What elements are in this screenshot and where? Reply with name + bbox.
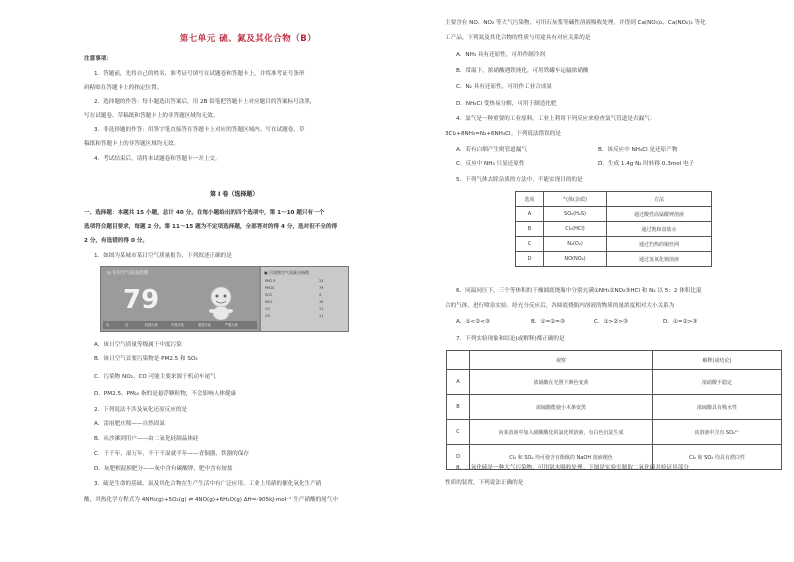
q6-option: C．①>②>③ xyxy=(594,319,628,325)
notice-line: 2．选择题的作答：每小题选出答案后，用 2B 铅笔把答题卡上对应题目的答案标号涂黑， xyxy=(94,99,316,105)
notice-line: 4．考试结束后，请将本试题卷和答题卡一并上交。 xyxy=(94,156,221,162)
table-cell: D xyxy=(516,252,544,267)
notice-line: 码粘贴在答题卡上的指定位置。 xyxy=(84,85,163,91)
pollutant-value: 11 xyxy=(319,314,324,318)
pollutant-name: O3 xyxy=(265,314,270,318)
q3-option: A．NH₃ 具有还原性，可用作制冷剂 xyxy=(456,52,545,58)
question-1: 1．如图为某城市某日空气质量报告，下列叙述正确的是 xyxy=(94,253,232,259)
notice-line: 写在试题卷、草稿纸和答题卡上的非答题区域均无效。 xyxy=(84,113,219,119)
q3-option: D．NH₄Cl 受热易分解，可用于制造化肥 xyxy=(456,101,557,107)
table-header: 观察 xyxy=(470,351,653,370)
q3-option: C．N₂ 具有还原性，可用作工业合成氨 xyxy=(456,84,553,90)
table-cell: 通过酸性高锰酸钾溶液 xyxy=(607,207,712,222)
air-quality-figure xyxy=(100,266,349,332)
aqi-value: 79 xyxy=(123,285,160,315)
aqi-header-text: 实时空气质量指数 xyxy=(112,271,149,276)
table-cell: NO(NO₂) xyxy=(544,252,607,267)
q1-option: A．该日空气质量等级属于中度污染 xyxy=(94,342,182,348)
question-7: 7．下列实验现象和结论(或解释)都正确的是 xyxy=(456,336,565,342)
q3-option: B．常温下，浓硝酸遇铁钝化，可用铁罐车运输浓硝酸 xyxy=(456,68,589,74)
pollutant-panel-title: ▣ 污染物空气质量分指数 xyxy=(264,270,310,275)
table-cell: 浓硫酸具有吸水性 xyxy=(653,395,782,420)
table-row xyxy=(516,252,712,267)
table-row xyxy=(516,207,712,222)
aqi-panel xyxy=(101,267,259,331)
table-header: 方法 xyxy=(607,192,712,207)
table-header: 解释(或结论) xyxy=(653,351,782,370)
pollutant-name: PM2.5 xyxy=(265,279,276,283)
q6-option: D．①=②>③ xyxy=(663,319,698,325)
table-cell: C xyxy=(447,420,470,445)
section-intro-line: 选项符合题目要求，每题 2 分。第 11～15 题为不定项选择题，全部答对的得 4 分，选对但不全的得 xyxy=(84,224,338,230)
q7-table xyxy=(446,350,782,470)
table-header: 选项 xyxy=(516,192,544,207)
pollutant-name: SO2 xyxy=(265,293,272,297)
table-header-row xyxy=(447,351,782,370)
table-cell: Cl₂ 和 SO₂ 均具有漂白性 xyxy=(653,445,782,470)
mascot-icon xyxy=(201,283,241,321)
pollutant-name: PM10 xyxy=(265,286,275,290)
q2-option: C．千千年，湿万年，不干不湿就半年——青铜器、铁器的保存 xyxy=(94,451,249,457)
table-header-row xyxy=(516,192,712,207)
table-cell: 通过灼热的铜丝网 xyxy=(607,237,712,252)
q1-option: D．PM2.5、PM₁₀ 指的是悬浮颗粒物，不会影响人体健康 xyxy=(94,391,237,397)
q2-option: B．从沙滩到用户——由二氧化硅制晶体硅 xyxy=(94,436,199,442)
table-row xyxy=(447,420,782,445)
pollutant-value: 4 xyxy=(319,293,322,297)
scale-label: 良 xyxy=(125,323,129,327)
table-cell: 向某溶液中加入硝酸酸化的氯化钡溶液，有白色沉淀生成 xyxy=(470,420,653,445)
question-8-line: 性质的装置，下列说法正确的是 xyxy=(445,480,524,486)
q1-option: C．污染物 NO₂、CO 可能主要来源于机动车尾气 xyxy=(94,374,216,380)
question-3-line: 酸，其热化学方程式为 4NH₃(g)+5O₂(g) ⇌ 4NO(g)+6H₂O(g) ΔH=-905kJ·mol⁻¹ 生产硝酸的尾气中 xyxy=(84,497,338,503)
notice-line: 稿纸和答题卡上的非答题区域均无效。 xyxy=(84,141,180,147)
notice-heading: 注意事项： xyxy=(84,56,112,62)
q1-option: B．该日空气首要污染物是 PM2.5 和 SO₂ xyxy=(94,356,198,362)
question-5: 5．下列气体去除杂质的方法中，不能实现目的的是 xyxy=(456,177,583,183)
q2-option: D．灰肥相混损肥分——灰中含有碳酸钾，肥中含有铵盐 xyxy=(94,466,233,472)
table-cell: 浓硝酸不稳定 xyxy=(653,370,782,395)
table-cell: SO₂(H₂S) xyxy=(544,207,607,222)
table-row xyxy=(447,370,782,395)
question-4-line: 3Cl₂+8NH₃=N₂+6NH₄Cl。下列说法错误的是 xyxy=(445,131,561,137)
q6-option: B．①=②=③ xyxy=(531,319,565,325)
pollutant-panel xyxy=(261,267,348,331)
pollutant-panel-title-text: 污染物空气质量分指数 xyxy=(269,270,310,275)
question-3-line: 3．硫是生命的基础，氮及其化合物在生产生活中有广泛应用。工业上用硝的催化氧化生产硝 xyxy=(94,481,322,487)
table-cell: 浓硝酸在光照下颜色变黄 xyxy=(470,370,653,395)
scale-label: 优 xyxy=(106,323,110,327)
aqi-scale-bar xyxy=(103,321,257,329)
q3-continuation: 工产品。下列氮及其化合物的性质与用途具有对应关系的是 xyxy=(445,35,591,41)
pollutant-name: CO xyxy=(265,307,271,311)
aqi-header: ◎ 实时空气质量指数 xyxy=(107,271,149,276)
q4-option: C．反应中 NH₃ 只显还原性 xyxy=(456,161,525,167)
notice-line: 1．答题前，先将自己的姓名、准考证号填写在试题卷和答题卡上，并将准考证号条形 xyxy=(94,71,305,77)
scale-label: 严重污染 xyxy=(225,323,238,327)
pollutant-value: 23 xyxy=(319,279,324,283)
table-cell: A xyxy=(447,370,470,395)
table-cell: Cl₂ 和 SO₂ 均可使含有酚酞的 NaOH 溶液褪色 xyxy=(470,445,653,470)
section-intro-line: 一、选择题：本题共 15 小题，总计 40 分。在每小题给出的四个选项中，第 1～10 题只有一个 xyxy=(84,210,325,216)
q4-option: B．该反应中 NH₄Cl 是还原产物 xyxy=(598,147,678,153)
table-row xyxy=(516,237,712,252)
page-title: 第七单元 硫、氮及其化合物（B） xyxy=(179,34,317,44)
table-cell: Cl₂(HCl) xyxy=(544,222,607,237)
q6-option: A．①<②<③ xyxy=(456,319,490,325)
q3-continuation: 主要含有 NO、NO₂ 等大气污染物，可用石灰浆等碱性溶液吸收处理，并得到 Ca(NO₃)₂、Ca(NO₂)₂ 等化 xyxy=(445,20,706,26)
question-2: 2．下列说法不涉及氧化还原反应的是 xyxy=(94,407,188,413)
table-cell: N₂(O₂) xyxy=(544,237,607,252)
table-row xyxy=(447,395,782,420)
table-cell: C xyxy=(516,237,544,252)
table-cell: 浓硫酸能使小木条变黑 xyxy=(470,395,653,420)
scale-label: 中度污染 xyxy=(171,323,184,327)
scale-label: 重度污染 xyxy=(198,323,211,327)
question-8-line: 8．二氧化硫是一种大气污染物，可用氨水吸收处理。下图是实验室制取二氧化硫并验证其部分 xyxy=(456,465,689,471)
table-cell: 通过饱和食盐水 xyxy=(607,222,712,237)
table-cell: 该溶液中含有 SO₄²⁻ xyxy=(653,420,782,445)
question-4-line: 4．氯气是一种重要的工业原料。工业上利用下列反应来检查氯气管道是否漏气： xyxy=(456,116,656,122)
q4-option: D．生成 1.4g N₂ 时转移 0.3mol 电子 xyxy=(598,161,695,167)
question-6-line: 6．同温同压下，三个等体积的干燥圆底烧瓶中分别充满①NH₃②NO₂③HCl 和 N₂ 以 5：2 体积比混 xyxy=(456,288,702,294)
pollutant-value: 19 xyxy=(319,300,324,304)
pollutant-value: 79 xyxy=(319,286,324,290)
table-cell: D xyxy=(447,445,470,470)
q4-option: A．若有白烟产生则管道漏气 xyxy=(456,147,527,153)
table-cell: A xyxy=(516,207,544,222)
pollutant-name: NO2 xyxy=(265,300,273,304)
table-header xyxy=(447,351,470,370)
table-cell: B xyxy=(447,395,470,420)
table-cell: 通过氢氧化钠溶液 xyxy=(607,252,712,267)
table-header: 气体(杂质) xyxy=(544,192,607,207)
section-intro-line: 2 分，有选错的得 0 分。 xyxy=(84,238,148,244)
q5-table xyxy=(515,191,712,267)
q2-option: A．雷雨肥庄稼——自然固氮 xyxy=(94,421,165,427)
section-heading: 第 Ⅰ 卷（选择题） xyxy=(210,191,259,198)
table-row xyxy=(516,222,712,237)
pollutant-value: 11 xyxy=(319,307,324,311)
question-6-line: 合的气体，进行喷泉实验。经充分反应后，各圆底烧瓶内溶液的物质的量浓度相对大小关系为 xyxy=(445,303,675,309)
scale-label: 轻度污染 xyxy=(145,323,158,327)
notice-line: 3．非选择题的作答：用签字笔直接答在答题卡上对应的答题区域内。写在试题卷、草 xyxy=(94,127,305,133)
table-cell: B xyxy=(516,222,544,237)
